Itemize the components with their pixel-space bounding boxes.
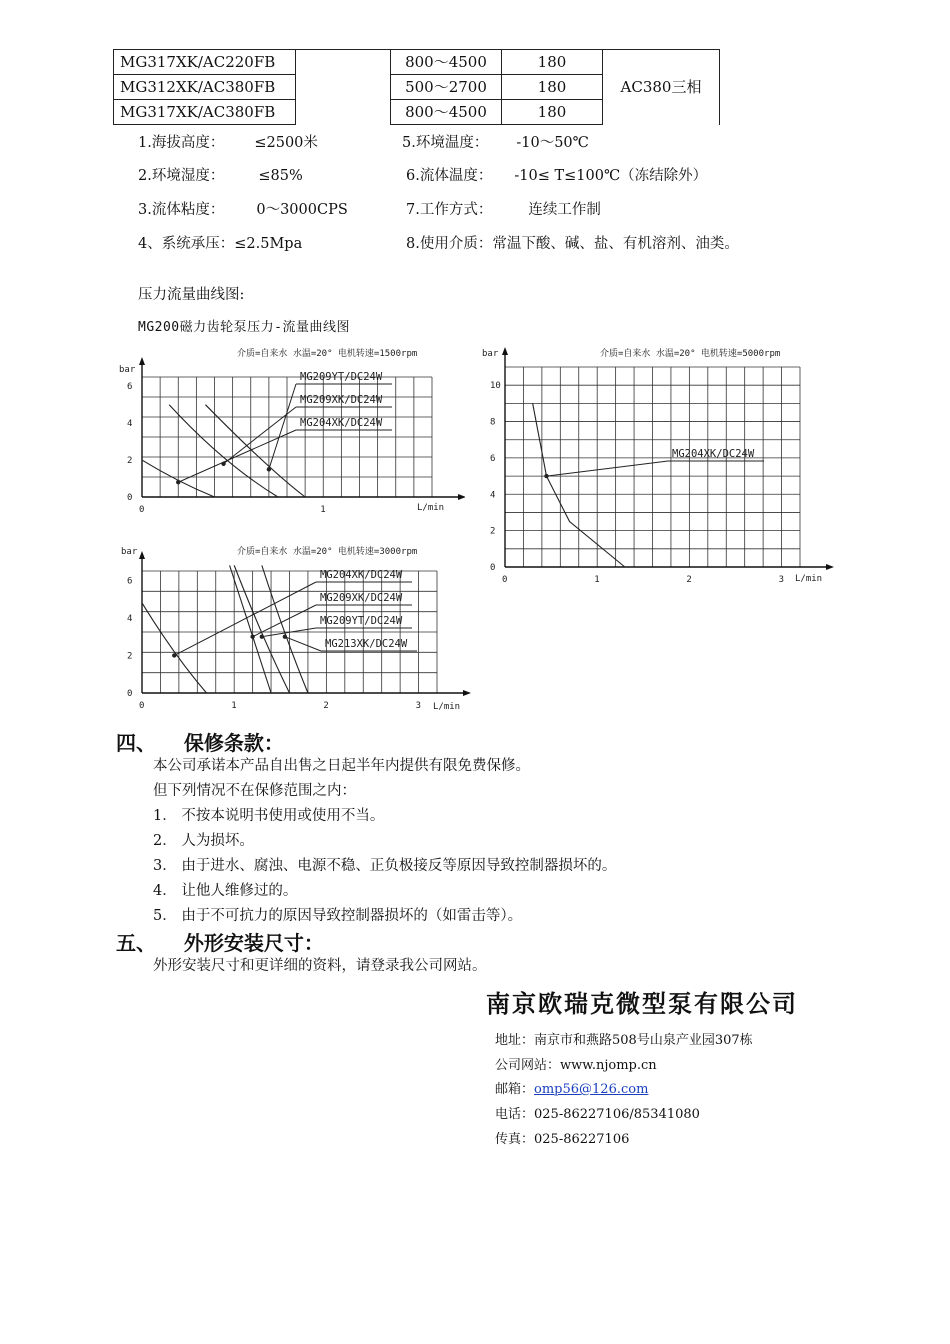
company-phone: 电话：025-86227106/85341080 xyxy=(495,1107,700,1122)
chart-subtitle: 介质=自来水 水温=20° 电机转速=1500rpm xyxy=(237,349,418,359)
ticks xyxy=(127,382,326,515)
series-label: MG213XK/DC24W xyxy=(325,638,408,650)
x-axis-arrow xyxy=(458,494,465,500)
y-axis-label: bar xyxy=(119,365,136,375)
series-curve xyxy=(234,565,289,693)
chart-5000rpm xyxy=(480,340,840,590)
flow-cell: 800～4500 xyxy=(391,100,502,125)
y-tick-label: 2 xyxy=(127,456,133,467)
spec-value: -10～50℃ xyxy=(516,135,589,151)
spec-value: 连续工作制 xyxy=(528,202,601,218)
y-tick-label: 4 xyxy=(490,490,496,501)
y-tick-label: 4 xyxy=(127,419,133,430)
series-leader-arrow xyxy=(260,634,264,638)
y-tick-label: 0 xyxy=(490,563,496,573)
warranty-exclusions-intro: 但下列情况不在保修范围之内： xyxy=(153,783,356,799)
spec-altitude xyxy=(138,131,318,152)
series-label: MG204XK/DC24W xyxy=(320,569,403,581)
series-curve xyxy=(169,405,278,497)
head-cell: 180 xyxy=(502,75,603,100)
grid xyxy=(502,347,834,570)
series-leader-arrow xyxy=(544,474,548,478)
chart-main-title: MG200磁力齿轮泵压力-流量曲线图 xyxy=(138,320,350,335)
x-tick-label: 1 xyxy=(320,505,326,515)
section-heading-warranty: 四、 保修条款： xyxy=(116,731,284,755)
y-axis-arrow xyxy=(139,551,145,559)
x-tick-label: 1 xyxy=(594,575,600,585)
dimensions-paragraph: 外形安装尺寸和更详细的资料，请登录我公司网站。 xyxy=(153,958,487,974)
spec-value: 0～3000CPS xyxy=(256,202,348,218)
series-label: MG204XK/DC24W xyxy=(672,448,755,460)
spec-pressure xyxy=(138,232,302,253)
y-tick-label: 0 xyxy=(127,493,133,503)
series-leader-arrow xyxy=(250,634,254,638)
spec-ambient-temp xyxy=(402,131,589,152)
series-label: MG204XK/DC24W xyxy=(300,417,383,429)
list-item: 3． 由于进水、腐浊、电源不稳、正负极接反等原因导致控制器损坏的。 xyxy=(153,858,617,874)
y-tick-label: 2 xyxy=(490,526,496,537)
series-leader-arrow xyxy=(267,467,271,471)
spec-label: 3.流体粘度： xyxy=(138,202,225,218)
model-cell: MG312XK/AC380FB xyxy=(114,75,296,100)
y-tick-label: 4 xyxy=(127,613,133,624)
x-tick-label: 2 xyxy=(323,701,329,711)
company-email xyxy=(495,1078,648,1097)
spec-label: 2.环境湿度： xyxy=(138,168,225,184)
grid xyxy=(139,551,471,696)
company-website: 公司网站：www.njomp.cn xyxy=(495,1058,657,1073)
chart-subtitle: 介质=自来水 水温=20° 电机转速=3000rpm xyxy=(237,547,418,557)
series-label: MG209YT/DC24W xyxy=(300,371,383,383)
x-axis-arrow xyxy=(826,564,834,570)
y-axis-label: bar xyxy=(121,547,138,557)
model-cell: MG317XK/AC380FB xyxy=(114,100,296,125)
series-label: MG209YT/DC24W xyxy=(320,615,403,627)
company-address: 地址：南京市和燕路508号山泉产业园307栋 xyxy=(495,1033,753,1048)
chart-subtitle: 介质=自来水 水温=20° 电机转速=5000rpm xyxy=(600,349,781,359)
spec-value: -10≤ T≤100℃（冻结除外） xyxy=(514,168,708,184)
y-axis-arrow xyxy=(502,347,508,355)
series-curve xyxy=(205,405,305,497)
spec-label: 6.流体温度： xyxy=(406,168,493,184)
series-leader-arrow xyxy=(283,634,287,638)
list-item: 4． 让他人维修过的。 xyxy=(153,883,298,899)
chart-1500rpm xyxy=(115,340,465,518)
email-link[interactable]: omp56@126.com xyxy=(534,1082,649,1097)
flow-cell: 500～2700 xyxy=(391,75,502,100)
section-heading-dimensions: 五、 外形安装尺寸： xyxy=(116,931,324,955)
company-fax: 传真：025-86227106 xyxy=(495,1132,630,1147)
x-axis-arrow xyxy=(463,690,471,696)
x-tick-label: 0 xyxy=(139,505,145,515)
curve-caption: 压力流量曲线图: xyxy=(138,287,245,303)
spec-work-mode xyxy=(406,198,601,219)
x-tick-label: 0 xyxy=(502,575,508,585)
spec-table xyxy=(113,49,720,125)
y-tick-label: 10 xyxy=(490,381,501,392)
series-leader-arrow xyxy=(172,653,176,657)
spec-label: 8.使用介质： xyxy=(406,236,493,252)
spec-humidity xyxy=(138,164,303,185)
x-tick-label: 1 xyxy=(231,701,237,711)
y-axis-label: bar xyxy=(482,349,499,359)
series-curve xyxy=(230,565,271,693)
y-axis-arrow xyxy=(139,357,145,365)
empty-cell xyxy=(296,50,391,75)
x-axis-label: L/min xyxy=(433,702,461,712)
chart-3000rpm xyxy=(115,538,480,716)
x-tick-label: 0 xyxy=(139,701,145,711)
spec-media xyxy=(406,232,739,253)
series-curve xyxy=(142,603,207,693)
y-tick-label: 6 xyxy=(127,576,133,587)
series-leader-arrow xyxy=(176,480,180,484)
spec-value: 常温下酸、碱、盐、有机溶剂、油类。 xyxy=(492,236,739,252)
list-item: 5． 由于不可抗力的原因导致控制器损坏的（如雷击等）。 xyxy=(153,908,523,924)
series-curve xyxy=(262,565,308,693)
series-label: MG209XK/DC24W xyxy=(300,394,383,406)
empty-cell xyxy=(296,75,391,100)
x-tick-label: 2 xyxy=(686,575,692,585)
y-tick-label: 2 xyxy=(127,651,133,662)
head-cell: 180 xyxy=(502,100,603,125)
email-label: 邮箱： xyxy=(495,1082,535,1097)
power-cell: AC380三相 xyxy=(603,50,720,125)
table-row xyxy=(114,50,720,75)
spec-fluid-temp xyxy=(406,164,707,185)
y-tick-label: 6 xyxy=(127,382,133,393)
empty-cell xyxy=(296,100,391,125)
spec-label: 7.工作方式： xyxy=(406,202,493,218)
x-tick-label: 3 xyxy=(415,701,421,711)
spec-label: 5.环境温度： xyxy=(402,135,489,151)
legend-labels xyxy=(172,569,417,658)
spec-label: 1.海拔高度： xyxy=(138,135,225,151)
head-cell: 180 xyxy=(502,50,603,75)
spec-value: ≤2.5Mpa xyxy=(234,236,303,252)
y-tick-label: 8 xyxy=(490,417,496,428)
series-label: MG209XK/DC24W xyxy=(320,592,403,604)
y-tick-label: 6 xyxy=(490,453,496,464)
x-axis-label: L/min xyxy=(417,503,445,513)
x-tick-label: 3 xyxy=(778,575,784,585)
list-item: 1． 不按本说明书使用或使用不当。 xyxy=(153,808,385,824)
series-leader-line xyxy=(224,407,296,464)
spec-value: ≤2500米 xyxy=(254,135,318,151)
company-name: 南京欧瑞克微型泵有限公司 xyxy=(486,989,798,1018)
flow-cell: 800～4500 xyxy=(391,50,502,75)
model-cell: MG317XK/AC220FB xyxy=(114,50,296,75)
x-axis-label: L/min xyxy=(795,574,823,584)
spec-label: 4、系统承压： xyxy=(138,236,235,252)
list-item: 2． 人为损坏。 xyxy=(153,833,254,849)
series-leader-line xyxy=(546,461,668,476)
spec-viscosity xyxy=(138,198,348,219)
y-tick-label: 0 xyxy=(127,689,133,699)
legend-labels xyxy=(544,448,764,478)
warranty-paragraph: 本公司承诺本产品自出售之日起半年内提供有限免费保修。 xyxy=(153,758,530,774)
spec-value: ≤85% xyxy=(258,168,303,184)
